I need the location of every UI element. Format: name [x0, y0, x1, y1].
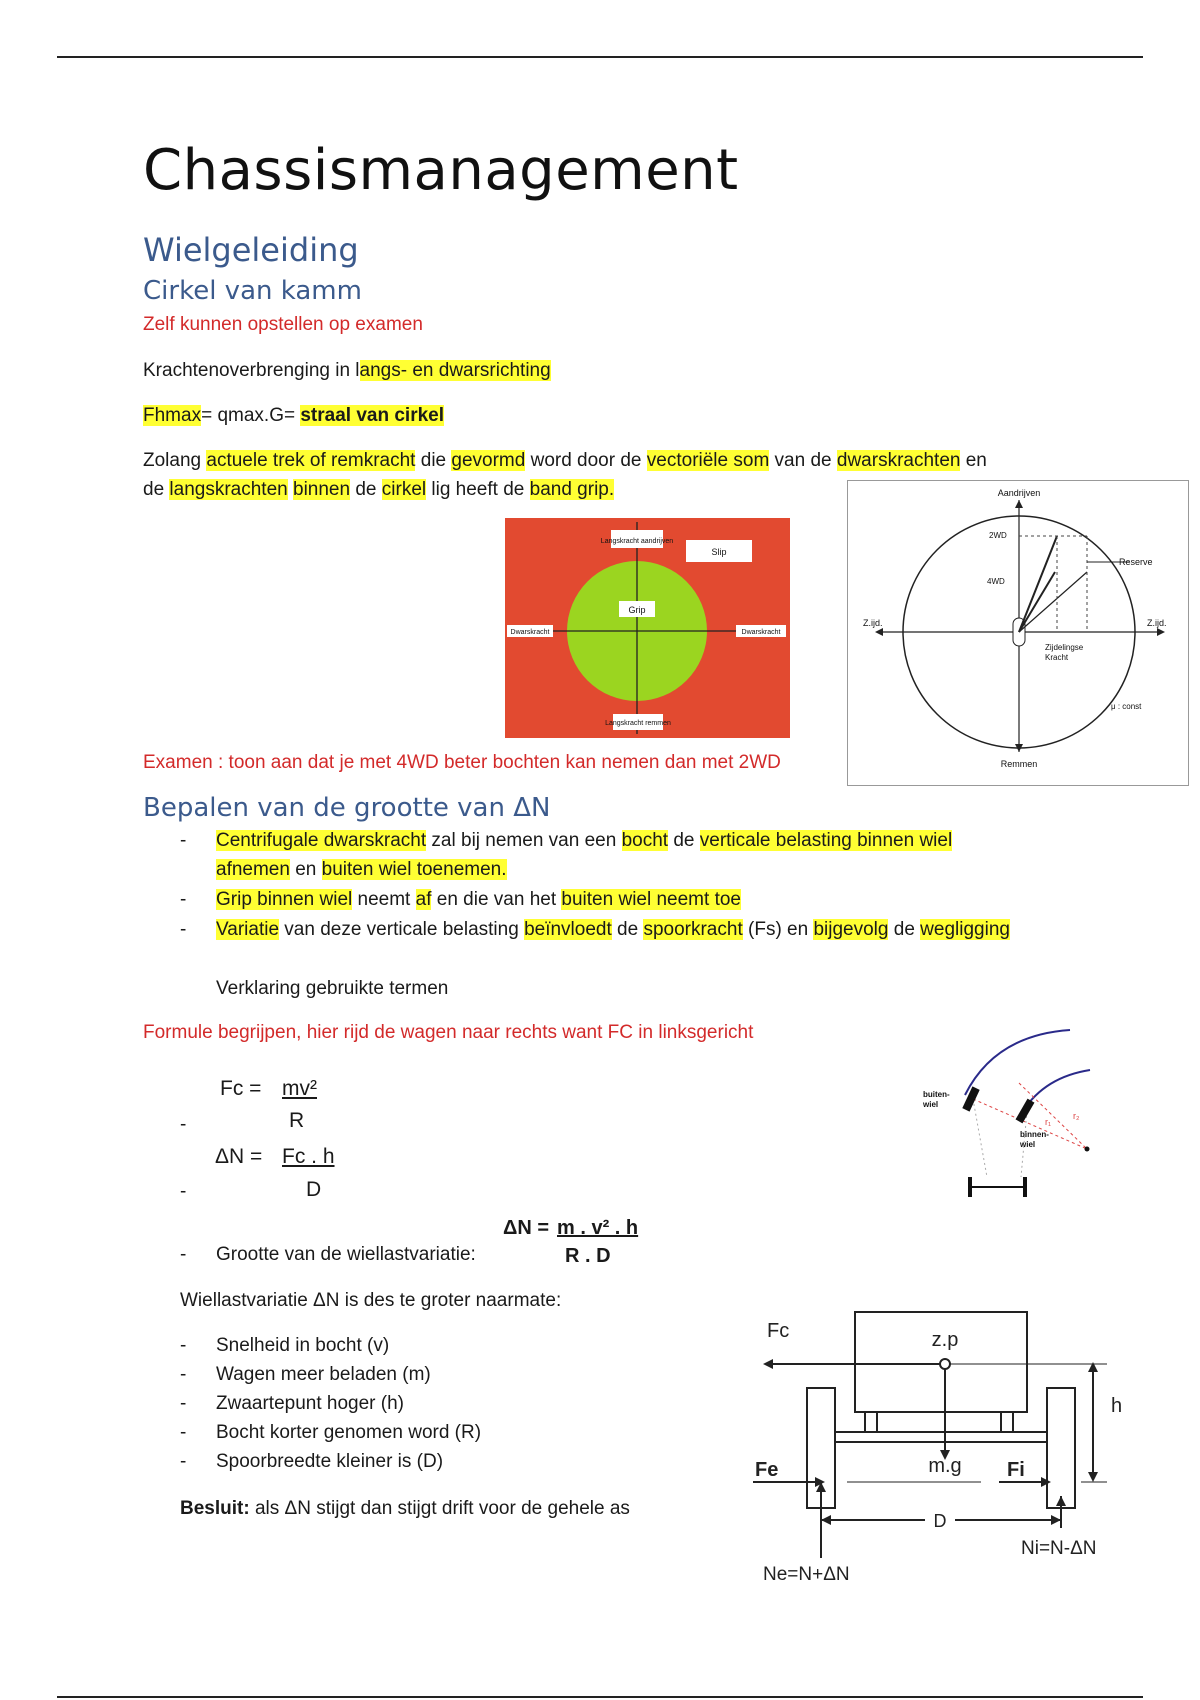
text-span: die: [415, 450, 452, 471]
label-fe: Fe: [755, 1459, 779, 1481]
formula-3-lhs: ΔN =: [503, 1217, 550, 1239]
label-slip: Slip: [711, 547, 727, 557]
text-span: en die van het: [431, 889, 562, 910]
text-span: en: [289, 859, 322, 880]
text-span: de: [611, 919, 644, 940]
text-span: de: [668, 830, 700, 851]
text-span: van de: [769, 450, 837, 471]
highlight-span: verticale belasting binnen wiel: [699, 830, 953, 851]
highlight-span: vectoriële som: [646, 450, 770, 471]
conclusion: [180, 1494, 630, 1523]
label-inner-2: wiel: [1020, 1140, 1036, 1149]
bullet-dash: -: [180, 889, 187, 910]
text-span: de: [350, 479, 382, 500]
inner-wheel: [1016, 1099, 1035, 1124]
label-h: h: [1111, 1395, 1123, 1417]
label-outer-2: wiel: [923, 1100, 939, 1109]
bullet-grip: [180, 885, 1080, 914]
label-4wd: 4WD: [987, 577, 1005, 586]
formula-1-lhs: Fc =: [220, 1077, 262, 1100]
label-mg: m.g: [928, 1455, 962, 1477]
bullet-dash: -: [180, 830, 187, 851]
label-r1: r₁: [1045, 1117, 1052, 1127]
formula-1-denominator: R: [289, 1109, 305, 1132]
highlight-span: Grip binnen wiel: [216, 889, 353, 910]
label-side-1: Zijdelingse: [1045, 643, 1084, 652]
factor-item: [180, 1331, 390, 1360]
factor-item: [180, 1418, 482, 1447]
label-left: Dwarskracht: [510, 629, 550, 636]
highlight-span: bijgevolg: [813, 919, 889, 940]
formula-3-dash: -: [180, 1244, 187, 1265]
arrow-head: [763, 1359, 773, 1369]
bullet-dash: -: [180, 1364, 187, 1385]
load-transfer-figure: [745, 1300, 1125, 1590]
bullet-centrifugal: [180, 826, 1080, 884]
text-span: neemt: [352, 889, 416, 910]
paragraph-force-transfer: [143, 356, 551, 385]
factor-item: [180, 1447, 444, 1476]
highlight-span: binnen: [293, 479, 351, 500]
formula-note: Formule begrijpen, hier rijd de wagen naar rechts want FC in linksgericht: [143, 1022, 754, 1043]
arrow-head: [1088, 1472, 1098, 1482]
label-right: Dwarskracht: [741, 629, 781, 636]
numerator-text: Fc . h: [282, 1145, 335, 1168]
highlight-span: buiten wiel toenemen.: [321, 859, 507, 880]
formula-3-denominator: R . D: [565, 1245, 611, 1267]
text-span: zal bij nemen van een: [426, 830, 622, 851]
factor-text: Bocht korter genomen word (R): [216, 1422, 482, 1443]
highlight-span: actuele trek of remkracht: [206, 450, 416, 471]
text-span: van deze verticale belasting: [279, 919, 525, 940]
arrow-head: [821, 1515, 831, 1525]
highlight-span: gevormd: [451, 450, 526, 471]
text-span: Zolang: [143, 450, 207, 471]
highlight-span: band grip.: [529, 479, 615, 500]
terms-label: Verklaring gebruikte termen: [216, 978, 449, 999]
label-ne: Ne=N+ΔN: [763, 1564, 850, 1585]
highlight-span: langskrachten: [169, 479, 288, 500]
center-of-gravity: [940, 1359, 950, 1369]
factor-item: [180, 1360, 431, 1389]
exam-note-1: Zelf kunnen opstellen op examen: [143, 314, 423, 335]
bullet-dash: -: [180, 1422, 187, 1443]
label-top: Langskracht aandrijven: [600, 538, 674, 545]
highlight-span: af: [415, 889, 432, 910]
subsection-heading-kamm: Cirkel van kamm: [143, 276, 362, 306]
outer-curve: [965, 1030, 1070, 1095]
bottom-rule: [57, 1696, 1143, 1698]
kamm-circle-figure: [847, 480, 1189, 786]
highlight-span: Centrifugale dwarskracht: [216, 830, 427, 851]
section-heading-delta-n: Bepalen van de grootte van ΔN: [143, 793, 551, 823]
numerator-text: mv²: [282, 1077, 317, 1100]
label-reserve: Reserve: [1119, 557, 1153, 567]
label-top: Aandrijven: [997, 488, 1041, 498]
label-side-2: Kracht: [1045, 653, 1069, 662]
text-span: word door de: [525, 450, 647, 471]
highlight-span: bocht: [621, 830, 669, 851]
factor-text: Zwaartepunt hoger (h): [216, 1393, 404, 1414]
factors-list: [180, 1331, 482, 1476]
formula-1-dash: -: [180, 1114, 187, 1135]
page-title: Chassismanagement: [143, 138, 739, 203]
label-bottom: Langskracht remmen: [605, 720, 671, 727]
text-span: en: [960, 450, 987, 471]
text-span: = qmax.G=: [201, 405, 301, 426]
variation-intro: Wiellastvariatie ΔN is des te groter naarmate:: [180, 1290, 562, 1311]
bullet-dash: -: [180, 919, 187, 940]
bullet-dash: -: [180, 1393, 187, 1414]
text-span: lig heeft de: [426, 479, 530, 500]
wheel-right: [1047, 1388, 1075, 1508]
highlight-span: afnemen: [216, 859, 290, 880]
arrow-head: [1051, 1515, 1061, 1525]
label-bottom: Remmen: [1000, 759, 1038, 769]
highlight-span: cirkel: [381, 479, 427, 500]
label-fi: Fi: [1007, 1459, 1025, 1481]
grip-slip-figure: [505, 518, 790, 738]
suspension-right: [1001, 1412, 1013, 1432]
exam-note-2: Examen : toon aan dat je met 4WD beter bochten kan nemen dan met 2WD: [143, 752, 781, 773]
label-ni: Ni=N-ΔN: [1021, 1538, 1097, 1559]
label-fc: Fc: [767, 1320, 790, 1342]
label-inner-1: binnen-: [1020, 1130, 1049, 1139]
highlight-span: dwarskrachten: [836, 450, 961, 471]
text-span: de: [888, 919, 921, 940]
highlight-span: wegligging: [920, 919, 1010, 940]
formula-2-lhs: ΔN =: [215, 1145, 263, 1168]
numerator-text: m . v² . h: [557, 1217, 639, 1239]
text-span: de: [143, 479, 170, 500]
highlight-span: spoorkracht: [643, 919, 743, 940]
formula-1-numerator: [282, 1077, 317, 1101]
highlight-span: Fhmax: [143, 405, 202, 426]
factor-item: [180, 1389, 404, 1418]
highlight-span: beïnvloedt: [524, 919, 612, 940]
bullet-text: [216, 885, 1080, 914]
factor-text: Snelheid in bocht (v): [216, 1335, 390, 1356]
factor-text: Wagen meer beladen (m): [216, 1364, 431, 1385]
bullet-dash: -: [180, 1451, 187, 1472]
highlight-span: buiten wiel neemt toe: [561, 889, 741, 910]
text-span: Krachtenoverbrenging in l: [143, 360, 360, 381]
bullet-dash: -: [180, 1335, 187, 1356]
label-zp: z.p: [931, 1329, 959, 1351]
outer-wheel: [962, 1086, 979, 1111]
label-grip: Grip: [628, 605, 646, 615]
highlight-span: angs- en dwarsrichting: [359, 360, 551, 381]
curve-center: [1085, 1147, 1090, 1152]
top-rule: [57, 56, 1143, 58]
label-mu: μ : const: [1111, 702, 1142, 711]
label-d: D: [933, 1511, 947, 1531]
formula-2-numerator: [282, 1145, 335, 1169]
conclusion-label: Besluit:: [180, 1498, 250, 1519]
formula-2-dash: -: [180, 1181, 187, 1202]
text-span: (Fs) en: [742, 919, 814, 940]
label-2wd: 2WD: [989, 531, 1007, 540]
label-r2: r₂: [1073, 1111, 1080, 1121]
bullet-variation: [180, 915, 1140, 944]
suspension-left: [865, 1412, 877, 1432]
curve-wheels-figure: [915, 1025, 1095, 1205]
paragraph-fhmax: [143, 401, 444, 430]
formula-3-label: Grootte van de wiellastvariatie:: [216, 1244, 476, 1265]
highlight-span: straal van cirkel: [300, 405, 445, 426]
label-left: Z.ijd.: [863, 618, 883, 628]
projection-line: [973, 1099, 987, 1177]
bullet-text: [216, 915, 1140, 944]
bullet-text: [216, 826, 1080, 884]
section-heading-wielgeleiding: Wielgeleiding: [143, 231, 359, 269]
highlight-span: Variatie: [216, 919, 280, 940]
factor-text: Spoorbreedte kleiner is (D): [216, 1451, 444, 1472]
label-right: Z.ijd.: [1147, 618, 1167, 628]
formula-2-denominator: D: [306, 1178, 322, 1201]
conclusion-text: als ΔN stijgt dan stijgt drift voor de gehele as: [249, 1498, 630, 1519]
paragraph-line-1: [143, 446, 1063, 475]
formula-3-numerator: [557, 1217, 638, 1240]
label-outer-1: buiten-: [923, 1090, 950, 1099]
